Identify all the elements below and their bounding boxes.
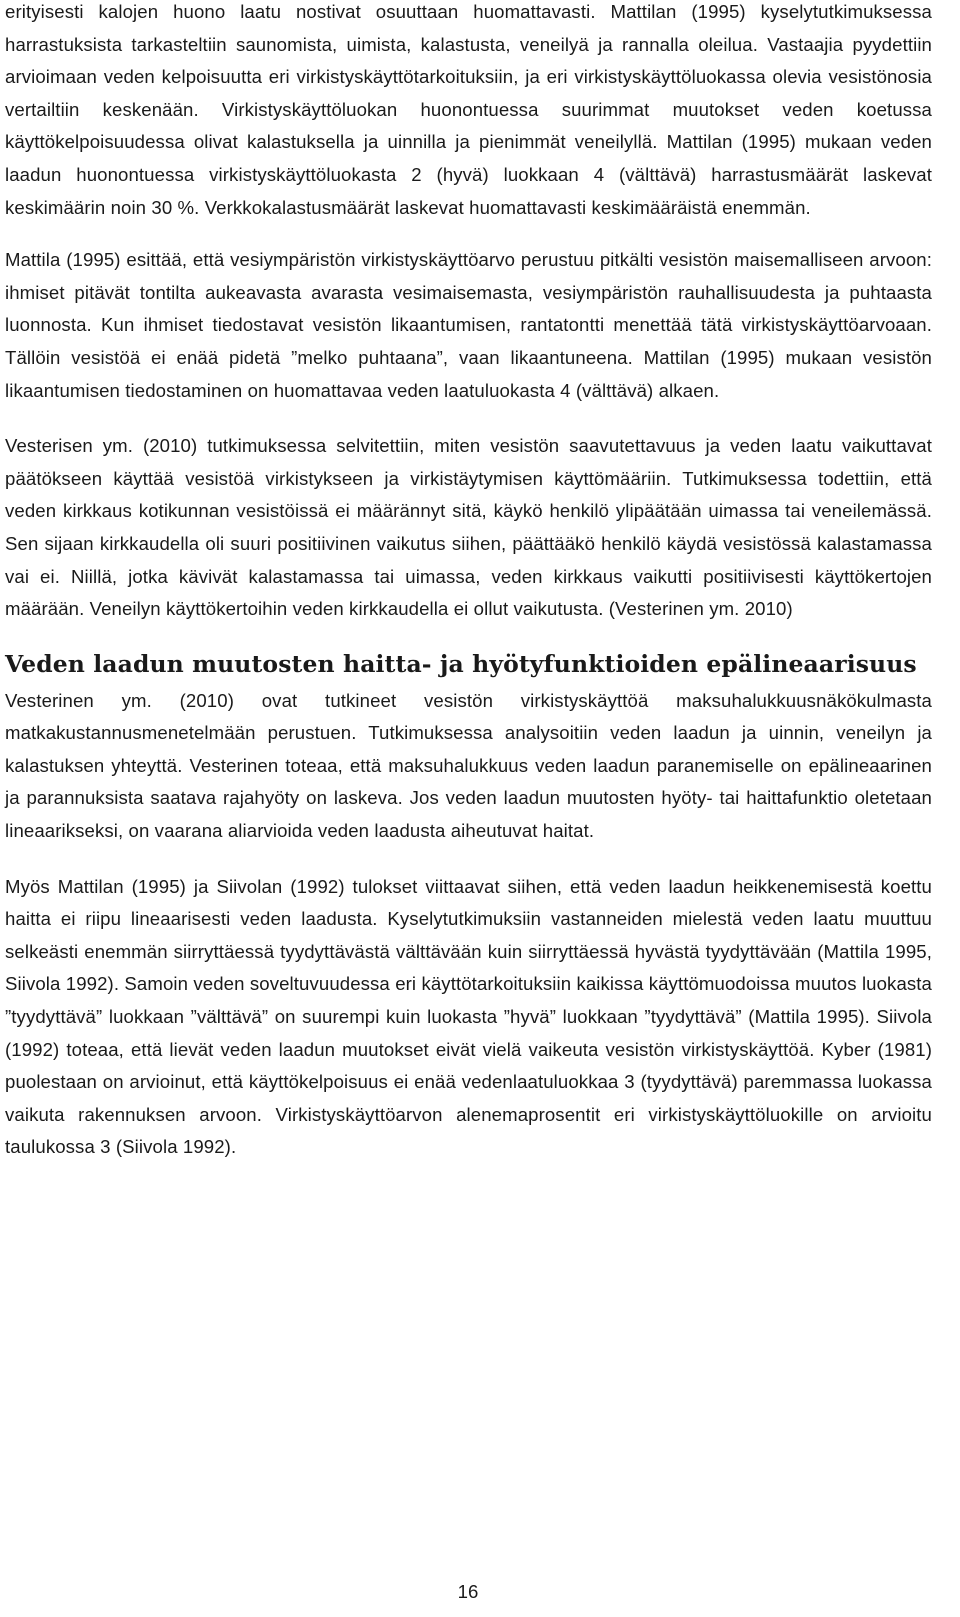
body-paragraph-5: Myös Mattilan (1995) ja Siivolan (1992) tulokset viittaavat siihen, että veden laadun heikkenemisestä koettu haitta ei riipu lineaarisesti veden laadusta. Kyselytutkimuksiin vastanneiden mielestä veden laatu muuttuu selkeästi enemmän siirryttäessä tyydyttävästä välttävään kuin siirryttäessä hyvästä tyydyttävään (Mattila 1995, Siivola 1992). Samoin veden soveltuvuudessa eri käyttötarkoituksiin kaikissa käyttömuodoissa muutos luokasta ”tyydyttävä” luokkaan ”välttävä” on suurempi kuin luokasta ”hyvä” luokkaan ”tyydyttävä” (Mattila 1995). Siivola (1992) toteaa, että lievät veden laadun muutokset eivät vielä vaikeuta vesistön virkistyskäyttöä. Kyber (1981) puolestaan on arvioinut, että käyttökelpoisuus ei enää vedenlaatuluokkaa 3 (tyydyttävä) paremmassa luokassa vaikuta rakennuksen arvoon. Virkistyskäyttöarvon alenemaprosentit eri virkistyskäyttöluokille on arvioitu taulukossa 3 (Siivola 1992). [5, 875, 932, 1158]
body-paragraph-3: Vesterisen ym. (2010) tutkimuksessa selvitettiin, miten vesistön saavutettavuus ja veden laatu vaikuttavat päätökseen käyttää vesistöä virkistykseen ja virkistäytymisen käyttömääriin. Tutkimuksessa todettiin, että veden kirkkaus kotikunnan vesistöissä ei määrännyt sitä, käykö henkilö ylipäätään uimassa tai veneilemässä. Sen sijaan kirkkaudella oli suuri positiivinen vaikutus siihen, päättääkö henkilö käydä vesistössä kalastamassa vai ei. Niillä, jotka kävivät kalastamassa tai uimassa, veden kirkkaus vaikutti positiivisesti käyttökertojen määrään. Veneilyn käyttökertoihin veden kirkkaudella ei ollut vaikutusta. (Vesterinen ym. 2010) [5, 435, 932, 620]
body-paragraph-4: Vesterinen ym. (2010) ovat tutkineet vesistön virkistyskäyttöä maksuhalukkuusnäkökulmasta matkakustannusmenetelmään perustuen. Tutkimuksessa analysoitiin veden laadun ja uinnin, veneilyn ja kalastuksen yhteyttä. Vesterinen toteaa, että maksuhalukkuus veden laadun paranemiselle on epälineaarinen ja parannuksista saatava rajahyöty on laskeva. Jos veden laadun muutosten hyöty- tai haittafunktio oletetaan lineaarikseksi, on vaarana aliarvioida veden laadusta aiheutuvat haitat. [5, 689, 932, 842]
section-heading: Veden laadun muutosten haitta- ja hyötyfunktioiden epälineaarisuus [5, 649, 917, 678]
body-paragraph-1: erityisesti kalojen huono laatu nostivat osuuttaan huomattavasti. Mattilan (1995) kyselytutkimuksessa harrastuksista tarkasteltiin saunomista, uimista, kalastusta, veneilyä ja rannalla oleilua. Vastaajia pyydettiin arvioimaan veden kelpoisuutta eri virkistyskäyttötarkoituksiin, ja eri virkistyskäyttöluokassa olevia vesistönosia vertailtiin keskenään. Virkistyskäyttöluokan huonontuessa suurimmat muutokset veden koetussa käyttökelpoisuudessa olivat kalastuksella ja uinnilla ja pienimmät veneilyllä. Mattilan (1995) mukaan veden laadun huonontuessa virkistyskäyttöluokasta 2 (hyvä) luokkaan 4 (välttävä) harrastusmäärät laskevat keskimäärin noin 30 %. Verkkokalastusmäärät laskevat huomattavasti keskimääräistä enemmän. [5, 1, 932, 218]
page-body [5, 0, 932, 1187]
body-paragraph-2: Mattila (1995) esittää, että vesiympäristön virkistyskäyttöarvo perustuu pitkälti vesistön maisemalliseen arvoon: ihmiset pitävät tontilta aukeavasta avarasta vesimaisemasta, vesiympäristön rauhallisuudesta ja puhtaasta luonnosta. Kun ihmiset tiedostavat vesistön likaantumisen, rantatontti menettää tätä virkistyskäyttöarvoaan. Tällöin vesistöä ei enää pidetä ”melko puhtaana”, vaan likaantuneena. Mattilan (1995) mukaan vesistön likaantumisen tiedostaminen on huomattavaa veden laatuluokasta 4 (välttävä) alkaen. [5, 249, 932, 401]
page-number: 16 [457, 1581, 479, 1602]
